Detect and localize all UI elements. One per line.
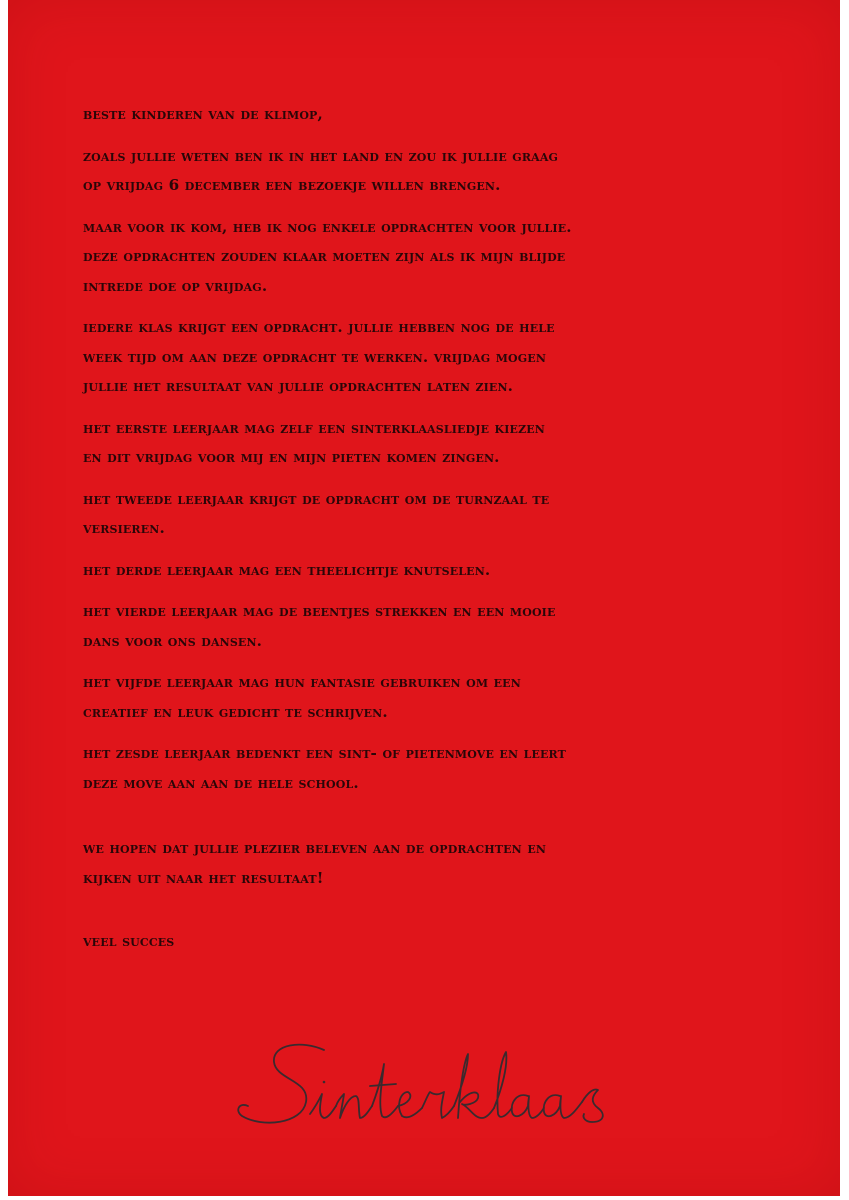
sign-off: veel succes [83,932,175,950]
paragraph-arrival: zoals jullie weten ben ik in het land en zou ik jullie graag op vrijdag 6 december een bezoekje willen brengen. [83,146,559,194]
letter-greeting: beste kinderen van de klimop, [83,105,323,123]
paragraph-assignments-intro: maar voor ik kom, heb ik nog enkele opdrachten voor jullie. deze opdrachten zouden klaar moeten zijn als ik mijn blijde intrede doe op vrijdag. [83,217,572,295]
paragraph-fifth-grade: het vijfde leerjaar mag hun fantasie gebruiken om een creatief en leuk gedicht te schrijven. [83,673,521,721]
paragraph-closing: we hopen dat jullie plezier beleven aan de opdrachten en kijken uit naar het resultaat! [83,839,547,887]
paragraph-third-grade: het derde leerjaar mag een theelichtje knutselen. [83,560,491,579]
paragraph-sixth-grade: het zesde leerjaar bedenkt een sint- of pietenmove en leert deze move aan aan de hele school. [83,744,566,792]
paragraph-first-grade: het eerste leerjaar mag zelf een sinterklaasliedje kiezen en dit vrijdag voor mij en mijn pieten komen zingen. [83,418,546,466]
letter-body [83,100,763,969]
paragraph-fourth-grade: het vierde leerjaar mag de beentjes strekken en een mooie dans voor ons dansen. [83,602,556,650]
signature-sinterklaas [232,1036,692,1146]
paragraph-each-class: iedere klas krijgt een opdracht. jullie hebben nog de hele week tijd om aan deze opdracht te werken. vrijdag mogen jullie het resultaat van jullie opdrachten laten zien. [83,318,555,395]
paragraph-second-grade: het tweede leerjaar krijgt de opdracht om de turnzaal te versieren. [83,489,550,537]
